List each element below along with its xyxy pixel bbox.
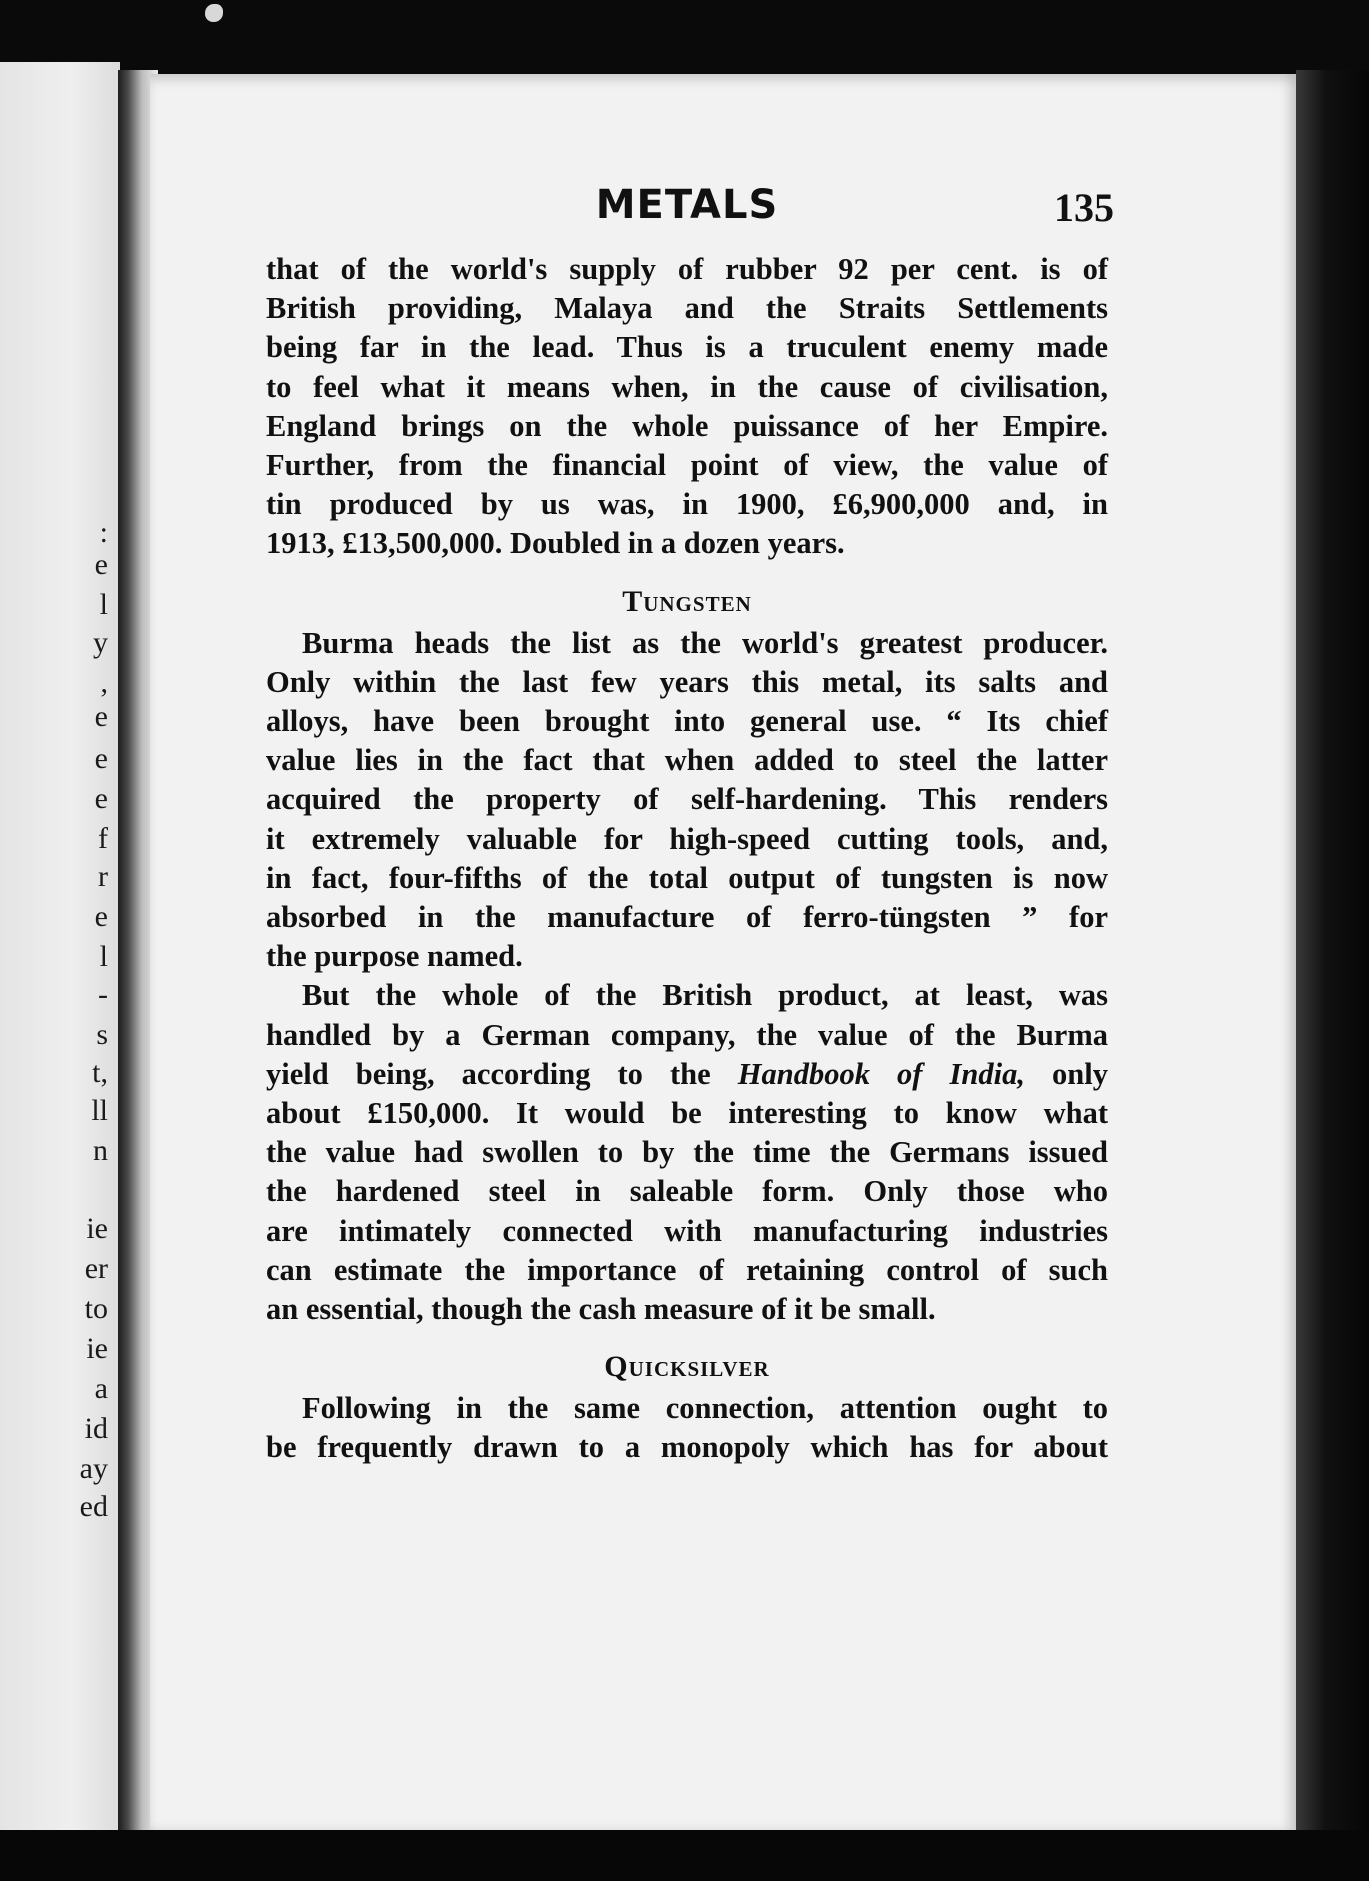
previous-page-fragment: ie <box>86 1212 108 1245</box>
previous-page-fragment: e <box>94 782 108 815</box>
text-fragment: yield being, according to the <box>266 1056 738 1091</box>
previous-page-fragment: ie <box>86 1332 108 1365</box>
page-right-edge <box>1296 70 1369 1881</box>
page-bottom-edge <box>0 1830 1369 1881</box>
section-heading-tungsten: Tungsten <box>622 584 752 618</box>
previous-page-fragment: y <box>93 626 108 659</box>
running-title: METALS <box>595 182 779 228</box>
previous-page-fragment: ay <box>79 1452 108 1485</box>
page-number: 135 <box>1054 185 1114 230</box>
text-line: being far in the lead. Thus is a truculent enemy made <box>266 330 1108 365</box>
previous-page-edge <box>0 62 120 1832</box>
book-title-handbook-of-india: Handbook of India, <box>737 1056 1025 1091</box>
text-line: in fact, four-fifths of the total output of tungsten is now <box>266 860 1108 895</box>
text-line: an essential, though the cash measure of it be small. <box>266 1292 936 1327</box>
text-line: value lies in the fact that when added to steel the latter <box>266 743 1108 778</box>
text-line: alloys, have been brought into general use. “ Its chief <box>266 704 1108 739</box>
previous-page-fragment: id <box>84 1412 108 1445</box>
text-line: the purpose named. <box>266 939 523 974</box>
previous-page-fragment: t, <box>92 1056 108 1089</box>
text-line: the value had swollen to by the time the Germans issued <box>266 1135 1108 1170</box>
text-line: Further, from the financial point of view, the value of <box>266 448 1108 483</box>
text-line: Following in the same connection, attention ought to <box>302 1391 1108 1426</box>
text-fragment: only <box>1024 1056 1108 1091</box>
previous-page-fragment: l <box>99 940 108 973</box>
previous-page-fragment: l <box>99 588 108 621</box>
scan-speck <box>205 4 223 22</box>
text-line: to feel what it means when, in the cause of civilisation, <box>266 369 1108 404</box>
page-text <box>266 182 1114 1468</box>
previous-page-fragment: e <box>94 700 108 733</box>
previous-page-fragment: ed <box>79 1490 108 1523</box>
text-line: tin produced by us was, in 1900, £6,900,000 and, in <box>266 487 1108 522</box>
previous-page-fragment: er <box>84 1252 108 1285</box>
text-line: the hardened steel in saleable form. Only those who <box>266 1174 1108 1209</box>
text-line: are intimately connected with manufacturing industries <box>266 1213 1108 1248</box>
text-line: England brings on the whole puissance of her Empire. <box>266 408 1108 443</box>
previous-page-fragment: e <box>94 742 108 775</box>
previous-page-fragment: s <box>96 1018 108 1051</box>
text-line: acquired the property of self-hardening. This renders <box>266 782 1108 817</box>
text-line: can estimate the importance of retaining control of such <box>266 1252 1108 1287</box>
previous-page-fragment: n <box>93 1134 108 1167</box>
paragraph-tungsten-2 <box>266 976 1108 1329</box>
text-line: handled by a German company, the value of the Burma <box>266 1017 1108 1052</box>
paragraph-quicksilver-1 <box>266 1389 1108 1467</box>
text-line: Burma heads the list as the world's greatest producer. <box>302 625 1108 660</box>
previous-page-fragment: ll <box>91 1094 108 1127</box>
previous-page-fragment: - <box>98 978 108 1011</box>
previous-page-fragment: to <box>84 1292 108 1325</box>
text-line: But the whole of the British product, at least, was <box>302 978 1108 1013</box>
previous-page-fragment: e <box>94 900 108 933</box>
text-line: 1913, £13,500,000. Doubled in a dozen years. <box>266 526 845 561</box>
text-line: Only within the last few years this metal, its salts and <box>266 664 1108 699</box>
previous-page-fragment: r <box>98 860 108 893</box>
text-line: it extremely valuable for high-speed cutting tools, and, <box>266 821 1108 856</box>
previous-page-fragment: : <box>99 516 108 549</box>
text-line: about £150,000. It would be interesting to know what <box>266 1096 1108 1131</box>
previous-page-fragment: a <box>94 1372 108 1405</box>
previous-page-fragment: e <box>94 548 108 581</box>
paragraph-tungsten-1 <box>266 624 1108 977</box>
text-line: be frequently drawn to a monopoly which has for about <box>266 1430 1108 1465</box>
text-line: absorbed in the manufacture of ferro-tüngsten ” for <box>266 900 1108 935</box>
section-heading-quicksilver: Quicksilver <box>604 1350 770 1384</box>
previous-page-fragment: , <box>100 666 108 699</box>
running-head <box>266 182 1114 234</box>
previous-page-fragment: f <box>98 822 108 855</box>
text-line <box>266 1055 1108 1094</box>
text-line: that of the world's supply of rubber 92 per cent. is of <box>266 252 1108 286</box>
paragraph-rubber-tin <box>266 250 1108 564</box>
text-line: British providing, Malaya and the Straits Settlements <box>266 291 1108 326</box>
